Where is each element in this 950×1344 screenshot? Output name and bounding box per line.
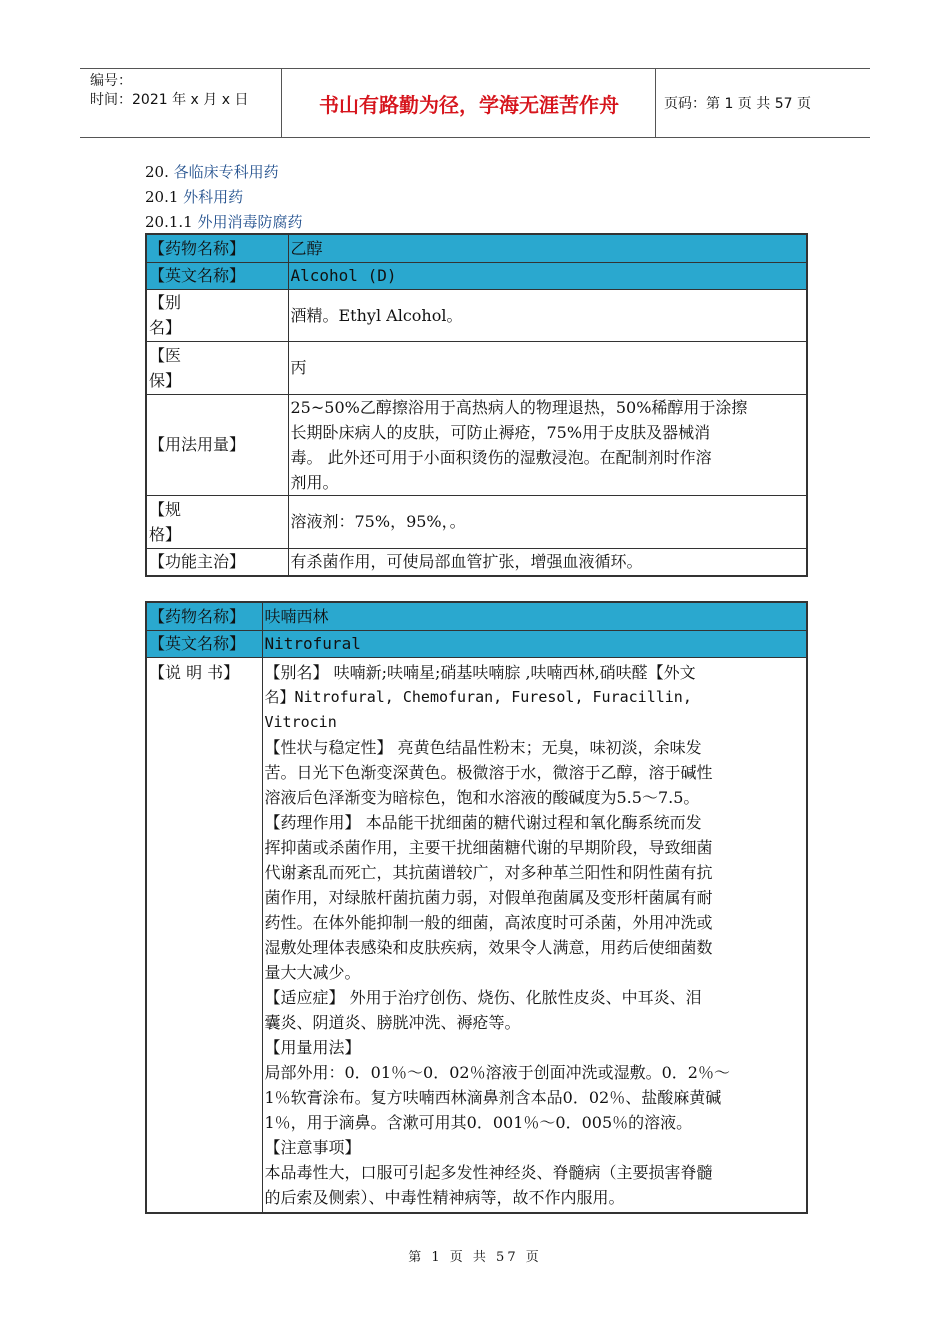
table-row	[146, 289, 807, 341]
drug-table-nitrofural	[145, 601, 808, 1214]
header-meta	[80, 69, 282, 137]
table-row	[146, 602, 807, 630]
heading-level-3	[145, 211, 303, 232]
manual-line: 【注意事项】	[264, 1137, 361, 1157]
english-name-label: 【英文名称】	[146, 630, 262, 657]
page-header	[80, 68, 870, 138]
alias-label-line: 名】	[149, 318, 182, 337]
function-value: 有杀菌作用，可使局部血管扩张，增强血液循环。	[288, 548, 807, 576]
manual-line: 【性状与稳定性】 亮黄色结晶性粉末；无臭，味初淡，余味发	[264, 737, 702, 757]
manual-line: 名】Nitrofural, Chemofuran, Furesol, Furacillin,	[264, 687, 692, 706]
table-row	[146, 657, 807, 1213]
heading-1-text: 各临床专科用药	[168, 163, 279, 181]
english-name-value: Nitrofural	[262, 630, 807, 657]
manual-line: 的后索及侧索）、中毒性精神病等，故不作内服用。	[264, 1187, 625, 1207]
manual-line: 1％，用于滴鼻。含漱可用其0．001％～0．005％的溶液。	[264, 1112, 693, 1132]
manual-line: 菌作用，对绿脓杆菌抗菌力弱，对假单孢菌属及变形杆菌属有耐	[264, 887, 713, 907]
manual-line: 【用量用法】	[264, 1037, 361, 1057]
usage-value	[288, 394, 807, 495]
usage-line: 25~50%乙醇擦浴用于高热病人的物理退热，50%稀醇用于涂擦	[290, 397, 748, 417]
alias-label	[146, 289, 288, 341]
function-label: 【功能主治】	[146, 548, 288, 576]
manual-line: 1％软膏涂布。复方呋喃西林滴鼻剂含本品0．02％、盐酸麻黄碱	[264, 1087, 722, 1107]
table-row	[146, 341, 807, 394]
heading-1-number: 20.	[145, 163, 169, 181]
usage-label: 【用法用量】	[146, 394, 288, 495]
table-row	[146, 262, 807, 289]
manual-line: 湿敷处理体表感染和皮肤疾病，效果令人满意，用药后使细菌数	[264, 937, 713, 957]
manual-line: 【别名】 呋喃新;呋喃星;硝基呋喃腙 ,呋喃西林,硝呋醛【外文	[264, 662, 696, 682]
manual-line: 溶液后色泽渐变为暗棕色，饱和水溶液的酸碱度为5.5～7.5。	[264, 787, 700, 807]
insurance-label	[146, 341, 288, 394]
spec-label-line: 格】	[149, 524, 182, 544]
manual-line: 代谢紊乱而死亡，其抗菌谱较广，对多种革兰阳性和阴性菌有抗	[264, 862, 713, 882]
english-name-value: Alcohol (D)	[288, 262, 807, 289]
usage-line: 毒。 此外还可用于小面积烫伤的湿敷浸泡。在配制剂时作溶	[290, 447, 712, 467]
heading-2-number: 20.1	[145, 188, 179, 206]
manual-line: 【适应症】 外用于治疗创伤、烧伤、化脓性皮炎、中耳炎、泪	[264, 987, 702, 1007]
manual-line: Vitrocin	[264, 712, 337, 731]
manual-line: 苦。日光下色渐变深黄色。极微溶于水，微溶于乙醇，溶于碱性	[264, 762, 713, 782]
heading-3-text: 外用消毒防腐药	[192, 213, 303, 231]
drug-name-label: 【药物名称】	[146, 234, 288, 262]
insurance-label-line: 保】	[149, 370, 182, 390]
manual-line: 量大大减少。	[264, 962, 361, 982]
manual-line: 局部外用：0．01％～0．02％溶液于创面冲洗或湿敷。0．2％～	[264, 1062, 730, 1082]
manual-line: 药性。在体外能抑制一般的细菌，高浓度时可杀菌，外用冲洗或	[264, 912, 713, 932]
manual-line: 【药理作用】 本品能干扰细菌的糖代谢过程和氧化酶系统而发	[264, 812, 702, 832]
table-row	[146, 234, 807, 262]
usage-line: 长期卧床病人的皮肤，可防止褥疮，75%用于皮肤及器械消	[290, 422, 711, 442]
doc-number-label: 编号：	[90, 73, 132, 89]
spec-label	[146, 495, 288, 548]
header-page-info: 页码：第 1 页 共 57 页	[664, 96, 811, 112]
spec-label-line: 【规	[149, 499, 182, 519]
drug-name-label: 【药物名称】	[146, 602, 262, 630]
table-row	[146, 548, 807, 576]
drug-name-value: 呋喃西林	[262, 602, 807, 630]
spec-value: 溶液剂：75%，95%，。	[288, 495, 807, 548]
manual-value	[262, 657, 807, 1213]
insurance-value: 丙	[288, 341, 807, 394]
drug-name-value: 乙醇	[288, 234, 807, 262]
insurance-label-line: 【医	[149, 345, 182, 365]
manual-line: 囊炎、阴道炎、膀胱冲洗、褥疮等。	[264, 1012, 521, 1032]
heading-3-number: 20.1.1	[145, 213, 193, 231]
alias-value: 酒精。Ethyl Alcohol。	[288, 289, 807, 341]
heading-level-1	[145, 161, 279, 182]
manual-label: 【说 明 书】	[146, 657, 262, 1213]
page-footer: 第 1 页 共 57 页	[408, 1250, 542, 1265]
manual-line: 本品毒性大，口服可引起多发性神经炎、脊髓病（主要损害脊髓	[264, 1162, 713, 1182]
manual-line: 挥抑菌或杀菌作用，主要干扰细菌糖代谢的早期阶段，导致细菌	[264, 837, 713, 857]
usage-line: 剂用。	[290, 472, 339, 492]
drug-table-ethanol	[145, 233, 808, 577]
heading-level-2	[145, 186, 243, 207]
table-row	[146, 495, 807, 548]
english-name-label: 【英文名称】	[146, 262, 288, 289]
heading-2-text: 外科用药	[178, 188, 244, 206]
table-row	[146, 394, 807, 495]
table-row	[146, 630, 807, 657]
alias-label-line: 【别	[149, 293, 182, 312]
header-motto: 书山有路勤为径，学海无涯苦作舟	[283, 69, 656, 137]
doc-time-label: 时间：2021 年 x 月 x 日	[90, 92, 249, 108]
